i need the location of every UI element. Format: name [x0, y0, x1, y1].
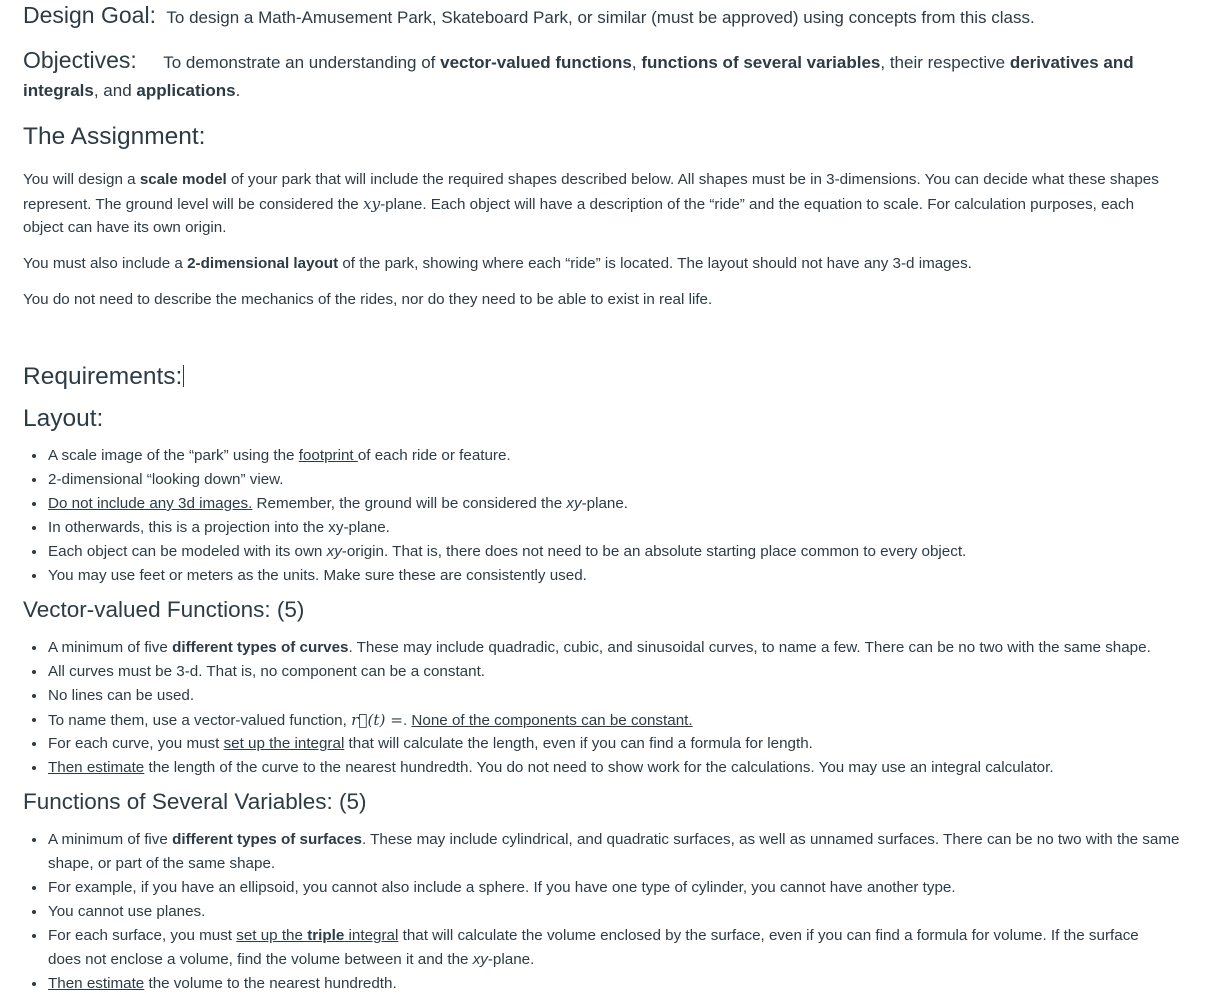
requirements-heading[interactable]: Requirements:	[23, 363, 183, 390]
layout-item-4: In otherwards, this is a projection into the xy-plane.	[48, 519, 390, 536]
layout-item-6: You may use feet or meters as the units. Make sure these are consistently used.	[48, 567, 587, 584]
bullet-dot	[30, 448, 38, 456]
layout-item-2: 2-dimensional “looking down” view.	[48, 471, 284, 488]
assignment-p2: You must also include a 2-dimensional layout of the park, showing where each “ride” is located. The layout should not have any 3-d images.	[23, 255, 972, 272]
vector-item-3: No lines can be used.	[48, 687, 195, 704]
vector-item-5: For each curve, you must set up the integral that will calculate the length, even if you can find a formula for length.	[48, 735, 813, 752]
vector-heading: Vector-valued Functions: (5)	[23, 597, 305, 622]
vector-item-1: A minimum of five different types of curves. These may include quadradic, cubic, and sinusoidal curves, to name a few. There can be no two with the same shape.	[48, 639, 1151, 656]
objectives-line-2: integrals, and applications.	[23, 81, 241, 100]
vector-function-formula: r⃗(t) =	[351, 711, 403, 729]
vector-item-2: All curves must be 3-d. That is, no component can be a constant.	[48, 663, 486, 680]
assignment-p1-line3: object can have its own origin.	[23, 219, 227, 236]
several-item-3: You cannot use planes.	[48, 903, 206, 920]
objectives-line: Objectives: To demonstrate an understanding of vector-valued functions, functions of several variables, their respective derivatives and	[23, 47, 1134, 73]
objectives-label: Objectives:	[23, 47, 137, 73]
layout-heading: Layout:	[23, 405, 104, 432]
assignment-p1-line1: You will design a scale model of your park that will include the required shapes described below. All shapes must be in 3-dimensions. You can decide what these shapes	[23, 171, 1159, 188]
several-heading: Functions of Several Variables: (5)	[23, 789, 367, 814]
several-item-1-cont: shape, or part of the same shape.	[48, 855, 276, 872]
assignment-p3: You do not need to describe the mechanics of the rides, nor do they need to be able to exist in real life.	[23, 291, 713, 308]
vector-item-6: Then estimate the length of the curve to the nearest hundredth. You do not need to show work for the calculations. You may use an integral calculator.	[48, 759, 1054, 776]
vector-item-4: To name them, use a vector-valued function, r⃗(t) =. None of the components can be constant.	[48, 711, 693, 729]
layout-item-3: Do not include any 3d images. Remember, the ground will be considered the xy-plane.	[48, 495, 629, 512]
several-item-4-cont: does not enclose a volume, find the volume between it and the xy-plane.	[48, 951, 535, 968]
several-item-2: For example, if you have an ellipsoid, you cannot also include a sphere. If you have one type of cylinder, you cannot have another type.	[48, 879, 956, 896]
several-item-1: A minimum of five different types of surfaces. These may include cylindrical, and quadratic surfaces, as well as unnamed surfaces. There can be no two with the same	[48, 831, 1180, 848]
assignment-heading: The Assignment:	[23, 123, 206, 150]
layout-item-5: Each object can be modeled with its own xy-origin. That is, there does not need to be an absolute starting place common to every object.	[48, 543, 967, 560]
several-item-4: For each surface, you must set up the triple integral that will calculate the volume enclosed by the surface, even if you can find a formula for volume. If the surface	[48, 927, 1139, 944]
several-item-5: Then estimate the volume to the nearest hundredth.	[48, 975, 397, 992]
layout-item-1: A scale image of the “park” using the footprint of each ride or feature.	[48, 447, 511, 464]
design-goal-label: Design Goal:	[23, 2, 156, 28]
assignment-p1-line2: represent. The ground level will be considered the xy-plane. Each object will have a description of the “ride” and the equation to scale. For calculation purposes, each	[23, 195, 1135, 213]
design-goal-text: To design a Math-Amusement Park, Skateboard Park, or similar (must be approved) using concepts from this class.	[166, 8, 1035, 27]
design-goal-line	[23, 2, 1035, 29]
text-cursor	[183, 365, 184, 387]
